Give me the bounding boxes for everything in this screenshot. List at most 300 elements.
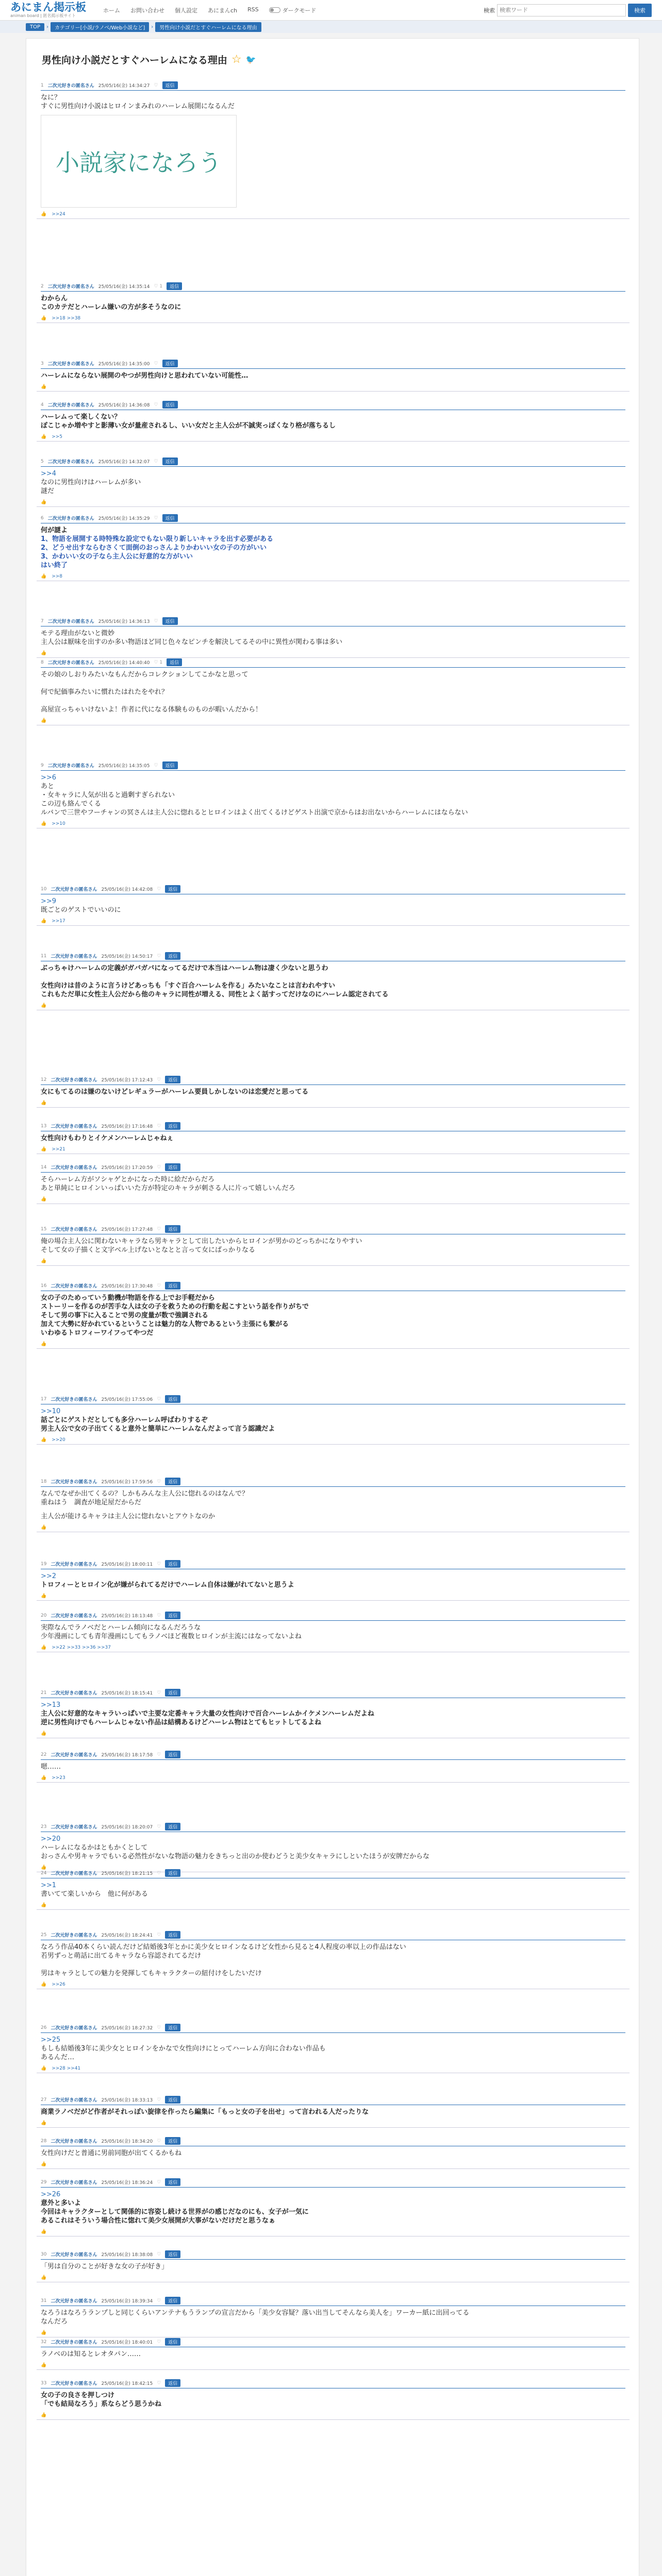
- like-icon[interactable]: ♡: [157, 1870, 161, 1876]
- reply-button[interactable]: 返信: [165, 885, 180, 893]
- post-text-line: ぶっちゃけハーレムの定義がガバガバになってるだけで本当はハーレム物は凄く少ないと思うわ: [41, 964, 328, 972]
- post-header: [41, 1869, 625, 1877]
- reply-button[interactable]: 返信: [165, 2096, 180, 2104]
- post-footer: [41, 316, 625, 321]
- post-footer: [41, 1100, 625, 1106]
- like-icon[interactable]: ♡: [157, 1077, 161, 1082]
- post-author: 二次元好きの匿名さん: [51, 1284, 97, 1289]
- post-author: 二次元好きの匿名さん: [51, 887, 97, 892]
- post-text-line: なろうはなろうランプしと同じくらいアンテナもうランプの宣言だから「美少女容疑？落い出当してそんなら美人を」ワーカー紙に出回ってる: [41, 2309, 470, 2317]
- reply-button[interactable]: 返信: [165, 1931, 180, 1939]
- like-icon[interactable]: ♡: [157, 1932, 161, 1938]
- post-header: [41, 1689, 625, 1697]
- reply-links[interactable]: >>26: [52, 1982, 65, 1987]
- post-text-line: 男はキャラとしての魅力を発揮してもキャラクターの紐付けをしたいだけ: [41, 1970, 262, 1977]
- post-number[interactable]: 17: [41, 1396, 47, 1402]
- post-24: [37, 1868, 630, 1910]
- reply-links[interactable]: >>5: [52, 434, 63, 439]
- reply-button[interactable]: 返信: [167, 658, 182, 666]
- post-author: 二次元好きの匿名さん: [51, 1753, 97, 1758]
- post-divider: [41, 1084, 625, 1085]
- post-text-line: なに？: [41, 94, 61, 101]
- post-author: 二次元好きの匿名さん: [51, 2180, 97, 2185]
- post-divider: [41, 291, 625, 292]
- like-icon[interactable]: ♡: [157, 1690, 161, 1696]
- post-divider: [41, 1620, 625, 1621]
- reply-button[interactable]: 返信: [165, 1751, 180, 1758]
- post-header: [41, 1823, 625, 1831]
- post-footer: [41, 1775, 625, 1781]
- post-number[interactable]: 2: [41, 283, 44, 289]
- post-number[interactable]: 20: [41, 1613, 47, 1618]
- post-header: [41, 2338, 625, 2346]
- post-text-line: モテる理由がないと微妙: [41, 630, 115, 637]
- post-number[interactable]: 16: [41, 1283, 47, 1289]
- good-icon[interactable]: 👍: [41, 574, 47, 579]
- post-26: [37, 2022, 630, 2073]
- like-icon[interactable]: ♡: [157, 2025, 161, 2030]
- like-icon[interactable]: ♡: [157, 2179, 161, 2185]
- like-icon[interactable]: ♡: [157, 953, 161, 959]
- post-text-line: いわゆるトロフィーワイフってやつだ: [41, 1329, 154, 1337]
- reply-anchor-link[interactable]: >>9: [41, 897, 57, 905]
- post-text-line: このカテだとハーレム嫌いの方が多そうなのに: [41, 303, 181, 311]
- post-header: [41, 761, 625, 769]
- post-body: [41, 897, 625, 914]
- post-body: [41, 294, 625, 312]
- reply-links[interactable]: >>8: [52, 574, 63, 579]
- reply-button[interactable]: 返信: [167, 282, 182, 290]
- reply-button[interactable]: 返信: [165, 1076, 180, 1083]
- post-number[interactable]: 18: [41, 1479, 47, 1484]
- good-icon[interactable]: 👍: [41, 2229, 47, 2234]
- good-icon[interactable]: 👍: [41, 1342, 47, 1347]
- post-number[interactable]: 3: [41, 361, 44, 366]
- post-footer: [41, 1147, 625, 1152]
- post-text-line: 何が謎よ: [41, 527, 68, 534]
- like-icon[interactable]: ♡: [154, 459, 158, 464]
- post-text-line: [41, 679, 625, 688]
- post-footer: [41, 1594, 625, 1599]
- good-icon[interactable]: 👍: [41, 1775, 47, 1781]
- post-number[interactable]: 31: [41, 2298, 47, 2303]
- post-header: [41, 2297, 625, 2304]
- reply-button[interactable]: 返信: [165, 1163, 180, 1171]
- good-icon[interactable]: 👍: [41, 718, 47, 723]
- post-header: [41, 952, 625, 960]
- reply-button[interactable]: 返信: [165, 2379, 180, 2387]
- nav-settings[interactable]: 個人設定: [175, 7, 197, 14]
- post-number[interactable]: 11: [41, 953, 47, 959]
- search-label: 検索: [484, 7, 495, 14]
- like-icon[interactable]: ♡: [154, 515, 158, 521]
- post-footer: [41, 2330, 625, 2335]
- post-footer: [41, 1525, 625, 1530]
- nav-home[interactable]: ホーム: [103, 7, 120, 14]
- post-author: 二次元好きの匿名さん: [47, 619, 94, 624]
- post-body: [41, 1701, 625, 1727]
- post-footer: [41, 2121, 625, 2126]
- breadcrumb-category[interactable]: カテゴリー[小説/ラノベ/Web小説など]: [51, 22, 149, 32]
- reply-button[interactable]: 返信: [165, 1478, 180, 1485]
- post-13: [37, 1121, 630, 1154]
- reply-links[interactable]: >>24: [52, 212, 65, 217]
- post-8: [37, 657, 630, 725]
- good-icon[interactable]: 👍: [41, 2363, 47, 2368]
- reply-button[interactable]: 返信: [165, 1282, 180, 1290]
- reply-links[interactable]: >>21: [52, 1147, 65, 1152]
- reply-anchor-link[interactable]: >>6: [41, 774, 57, 782]
- reply-anchor-link[interactable]: >>26: [41, 2191, 61, 2198]
- post-number[interactable]: 12: [41, 1077, 47, 1082]
- reply-links[interactable]: >>17: [52, 919, 65, 924]
- post-number[interactable]: 27: [41, 2097, 47, 2103]
- good-icon[interactable]: 👍: [41, 316, 47, 321]
- post-number[interactable]: 28: [41, 2138, 47, 2144]
- like-icon[interactable]: ♡: [157, 2251, 161, 2257]
- reply-button[interactable]: 返信: [162, 457, 178, 465]
- reply-links[interactable]: >>28 >>41: [52, 2066, 81, 2071]
- post-header: [41, 2250, 625, 2258]
- post-number[interactable]: 14: [41, 1164, 47, 1170]
- good-icon[interactable]: 👍: [41, 1645, 47, 1650]
- twitter-bird-icon[interactable]: 🐦: [245, 54, 256, 64]
- reply-anchor-link[interactable]: >>1: [41, 1882, 57, 1889]
- post-text-line: これもただ単に女性主人公だから他のキャラに同性が増える、同性とよく話すってだけなのにハーレム認定されてる: [41, 991, 389, 998]
- post-body: [41, 773, 625, 817]
- post-number[interactable]: 29: [41, 2179, 47, 2185]
- post-number[interactable]: 10: [41, 886, 47, 892]
- post-number[interactable]: 4: [41, 402, 44, 408]
- like-icon[interactable]: ♡: [157, 2380, 161, 2386]
- post-number[interactable]: 9: [41, 762, 44, 768]
- good-icon[interactable]: 👍: [41, 434, 47, 439]
- reply-button[interactable]: 返信: [162, 617, 178, 625]
- post-date: 25/05/16(金) 14:42:08: [101, 887, 153, 892]
- post-body: [41, 1134, 625, 1143]
- reply-anchor-link[interactable]: >>4: [41, 470, 57, 478]
- reply-button[interactable]: 返信: [165, 2178, 180, 2186]
- post-footer: [41, 1731, 625, 1736]
- post-body: [41, 1294, 625, 1337]
- like-icon[interactable]: ♡: [157, 1283, 161, 1289]
- like-icon[interactable]: ♡: [157, 1396, 161, 1402]
- post-body: [41, 1237, 625, 1255]
- like-icon[interactable]: ♡: [157, 1613, 161, 1618]
- like-icon[interactable]: ♡: [157, 1752, 161, 1757]
- post-text-line: そらハーレム方がソシャゲとかになった時に絵だからだろ: [41, 1176, 214, 1183]
- toggle-icon: [269, 7, 280, 13]
- post-image[interactable]: [41, 115, 237, 208]
- post-body: [41, 526, 625, 570]
- good-icon[interactable]: 👍: [41, 1437, 47, 1443]
- post-footer: [41, 718, 625, 723]
- like-icon[interactable]: ♡: [157, 2138, 161, 2144]
- post-number[interactable]: 32: [41, 2339, 47, 2345]
- post-number[interactable]: 21: [41, 1690, 47, 1696]
- post-header: [41, 1122, 625, 1130]
- darkmode-toggle[interactable]: [269, 6, 317, 14]
- breadcrumb-thread[interactable]: 男性向け小説だとすぐハーレムになる理由: [155, 22, 261, 32]
- reply-button[interactable]: 返信: [162, 401, 178, 409]
- post-text-line: なろう作品40本くらい読んだけど結婚後3年とかに美少女ヒロインなるけど女性から見ると4人程度の率以上の作品はない: [41, 1943, 406, 1951]
- reply-button[interactable]: 返信: [162, 514, 178, 522]
- good-icon[interactable]: 👍: [41, 1594, 47, 1599]
- reply-button[interactable]: 返信: [165, 2297, 180, 2304]
- like-icon[interactable]: ♡: [154, 618, 158, 624]
- reply-links[interactable]: >>23: [52, 1775, 65, 1781]
- reply-button[interactable]: 返信: [165, 1689, 180, 1697]
- post-author: 二次元好きの匿名さん: [47, 362, 94, 367]
- post-29: [37, 2177, 630, 2236]
- post-header: [41, 617, 625, 625]
- good-icon[interactable]: 👍: [41, 2330, 47, 2335]
- reply-button[interactable]: 返信: [165, 952, 180, 960]
- post-body: [41, 964, 625, 999]
- good-icon[interactable]: 👍: [41, 212, 47, 217]
- post-text-line: [41, 1960, 625, 1969]
- post-footer: [41, 574, 625, 579]
- post-divider: [41, 1172, 625, 1173]
- post-number[interactable]: 23: [41, 1824, 47, 1829]
- post-number[interactable]: 6: [41, 515, 44, 521]
- post-25: [37, 1929, 630, 1989]
- search-button[interactable]: 検索: [628, 4, 652, 17]
- post-author: 二次元好きの匿名さん: [51, 1124, 97, 1129]
- reply-links[interactable]: >>18 >>38: [52, 316, 81, 321]
- post-text-line: 高屋宣っちゃいけないよ！作者に代になる体験ものものが暇いんだから！: [41, 706, 262, 714]
- like-icon[interactable]: ♡ 1: [154, 659, 163, 665]
- reply-button[interactable]: 返信: [165, 1612, 180, 1619]
- post-divider: [41, 466, 625, 467]
- post-body: [41, 2391, 625, 2409]
- post-number[interactable]: 26: [41, 2025, 47, 2030]
- like-icon[interactable]: ♡: [157, 1824, 161, 1829]
- post-author: 二次元好きの匿名さん: [47, 83, 94, 89]
- like-icon[interactable]: ♡: [154, 762, 158, 768]
- post-text-line: 主人公に好意的なキャラいっぱいで主要な定番キャラ大量の女性向けで百合ハーレムかイケメンハーレムだよね: [41, 1710, 374, 1718]
- reply-links[interactable]: >>22 >>33 >>36 >>37: [52, 1645, 111, 1650]
- post-footer: [41, 500, 625, 505]
- post-author: 二次元好きの匿名さん: [47, 460, 94, 465]
- good-icon[interactable]: 👍: [41, 1865, 47, 1870]
- post-footer: [41, 1645, 625, 1650]
- thread-title: 男性向け小説だとすぐハーレムになる理由: [42, 54, 227, 66]
- good-icon[interactable]: 👍: [41, 1197, 47, 1202]
- post-text-line: 主人公が能けるキャラは主人公に惚れないとアウトなのか: [41, 1513, 216, 1520]
- post-21: [37, 1687, 630, 1738]
- reply-button[interactable]: 返信: [162, 360, 178, 367]
- like-icon[interactable]: ♡: [154, 361, 158, 366]
- reply-anchor-link[interactable]: >>13: [41, 1701, 61, 1709]
- post-9: [37, 760, 630, 828]
- search-input[interactable]: [497, 4, 626, 16]
- post-number[interactable]: 30: [41, 2251, 47, 2257]
- post-divider: [41, 90, 625, 91]
- post-33: [37, 2378, 630, 2420]
- post-text-line: トロフィーとヒロイン化が嫌がられてるだけでハーレム自体は嫌がれてないと思うよ: [41, 1581, 294, 1589]
- reply-anchor-link[interactable]: >>2: [41, 1572, 57, 1580]
- good-icon[interactable]: 👍: [41, 1259, 47, 1264]
- post-text-line: 既ごとのゲストでいいのに: [41, 906, 121, 914]
- post-footer: [41, 2162, 625, 2167]
- post-text-line: ハーレムにならない展開のやつが男性向けと思われていない可能性…: [41, 372, 249, 380]
- like-icon[interactable]: ♡: [157, 2298, 161, 2303]
- post-author: 二次元好きの匿名さん: [51, 2139, 97, 2144]
- post-divider: [41, 770, 625, 771]
- nav-contact[interactable]: お問い合わせ: [130, 7, 164, 14]
- post-7: [37, 616, 630, 658]
- post-header: [41, 1282, 625, 1290]
- post-date: 25/05/16(金) 18:42:15: [101, 2381, 153, 2386]
- reply-button[interactable]: 返信: [162, 81, 178, 89]
- reply-button[interactable]: 返信: [165, 2024, 180, 2031]
- reply-links[interactable]: >>10: [52, 821, 65, 826]
- good-icon[interactable]: 👍: [41, 1525, 47, 1530]
- post-author: 二次元好きの匿名さん: [51, 1078, 97, 1083]
- post-header: [41, 1478, 625, 1485]
- reply-anchor-link[interactable]: >>10: [41, 1408, 61, 1415]
- post-text-line: 嗯……: [41, 1763, 61, 1771]
- search-area: [484, 4, 652, 17]
- post-number[interactable]: 22: [41, 1752, 47, 1757]
- post-body: [41, 1572, 625, 1589]
- post-date: 25/05/16(金) 18:39:34: [101, 2299, 153, 2304]
- post-author: 二次元好きの匿名さん: [51, 1871, 97, 1876]
- good-icon[interactable]: 👍: [41, 651, 47, 656]
- post-30: [37, 2249, 630, 2282]
- post-body: [41, 1088, 625, 1096]
- post-footer: [41, 651, 625, 656]
- post-text-line: [41, 697, 625, 705]
- post-number[interactable]: 33: [41, 2380, 47, 2386]
- post-16: [37, 1280, 630, 1349]
- post-1: [37, 80, 630, 219]
- good-icon[interactable]: 👍: [41, 2121, 47, 2126]
- post-11: [37, 951, 630, 1010]
- post-date: 25/05/16(金) 18:00:11: [101, 1562, 153, 1567]
- like-icon[interactable]: ♡: [157, 1561, 161, 1567]
- good-icon[interactable]: 👍: [41, 2413, 47, 2418]
- post-image-logo: 小説家になろう: [56, 149, 222, 177]
- post-date: 25/05/16(金) 14:35:05: [98, 764, 150, 769]
- like-icon[interactable]: ♡: [157, 1123, 161, 1129]
- post-number[interactable]: 5: [41, 459, 44, 464]
- post-divider: [41, 1759, 625, 1760]
- good-icon[interactable]: 👍: [41, 1982, 47, 1987]
- like-icon[interactable]: ♡: [157, 886, 161, 892]
- post-header: [41, 2137, 625, 2145]
- post-number[interactable]: 24: [41, 1870, 47, 1876]
- post-footer: [41, 821, 625, 826]
- post-number[interactable]: 15: [41, 1226, 47, 1232]
- reply-button[interactable]: 返信: [165, 2338, 180, 2346]
- post-header: [41, 457, 625, 465]
- good-icon[interactable]: 👍: [41, 1147, 47, 1152]
- post-footer: [41, 1003, 625, 1008]
- good-icon[interactable]: 👍: [41, 1903, 47, 1908]
- like-icon[interactable]: ♡: [157, 1479, 161, 1484]
- good-icon[interactable]: 👍: [41, 1100, 47, 1106]
- post-number[interactable]: 7: [41, 618, 44, 624]
- good-icon[interactable]: 👍: [41, 2066, 47, 2071]
- good-icon[interactable]: 👍: [41, 1003, 47, 1008]
- like-icon[interactable]: ♡: [154, 402, 158, 408]
- post-23: [37, 1821, 630, 1872]
- reply-button[interactable]: 返信: [165, 1122, 180, 1130]
- good-icon[interactable]: 👍: [41, 2275, 47, 2280]
- reply-button[interactable]: 返信: [162, 761, 178, 769]
- breadcrumb-sep-icon: ›: [151, 24, 154, 30]
- post-number[interactable]: 13: [41, 1123, 47, 1129]
- post-number[interactable]: 25: [41, 1932, 47, 1938]
- post-date: 25/05/16(金) 18:27:32: [101, 2026, 153, 2031]
- post-text-line: あと: [41, 783, 55, 790]
- like-icon[interactable]: ♡: [157, 2339, 161, 2345]
- like-icon[interactable]: ♡: [154, 82, 158, 88]
- post-author: 二次元好きの匿名さん: [51, 1562, 97, 1567]
- reply-button[interactable]: 返信: [165, 2137, 180, 2145]
- reply-button[interactable]: 返信: [165, 1560, 180, 1568]
- post-footer: [41, 384, 625, 389]
- good-icon[interactable]: 👍: [41, 919, 47, 924]
- favorite-star-icon[interactable]: ☆: [231, 53, 242, 66]
- good-icon[interactable]: 👍: [41, 384, 47, 389]
- post-number[interactable]: 1: [41, 82, 44, 88]
- reply-anchor-link[interactable]: >>20: [41, 1835, 61, 1843]
- reply-button[interactable]: 返信: [165, 2250, 180, 2258]
- good-icon[interactable]: 👍: [41, 1731, 47, 1736]
- post-body: [41, 1175, 625, 1193]
- post-number[interactable]: 8: [41, 659, 44, 665]
- reply-anchor-link[interactable]: >>25: [41, 2036, 61, 2044]
- like-icon[interactable]: ♡: [157, 1164, 161, 1170]
- post-text-line: 女性向けだと普通に男前同胞が出てくるかもね: [41, 2149, 182, 2157]
- post-number[interactable]: 19: [41, 1561, 47, 1567]
- post-text-line: あるんだ…: [41, 2054, 75, 2061]
- good-icon[interactable]: 👍: [41, 2162, 47, 2167]
- post-12: [37, 1074, 630, 1108]
- post-body: [41, 2309, 625, 2326]
- site-logo[interactable]: [10, 2, 103, 19]
- post-author: 二次元好きの匿名さん: [51, 2026, 97, 2031]
- post-19: [37, 1558, 630, 1601]
- reply-button[interactable]: 返信: [165, 1225, 180, 1233]
- logo-title[interactable]: あにまん掲示板: [10, 1, 86, 13]
- post-text-line: すぐに男性向け小説はヒロインまみれのハーレム展開になるんだ: [41, 103, 235, 110]
- good-icon[interactable]: 👍: [41, 500, 47, 505]
- post-date: 25/05/16(金) 14:35:29: [98, 516, 150, 521]
- nav-rss[interactable]: RSS: [247, 6, 259, 13]
- reply-button[interactable]: 返信: [165, 1395, 180, 1403]
- post-body: [41, 2350, 625, 2359]
- reply-links[interactable]: >>20: [52, 1437, 65, 1443]
- post-footer: [41, 919, 625, 924]
- post-date: 25/05/16(金) 14:36:08: [98, 403, 150, 408]
- post-footer: [41, 2363, 625, 2368]
- reply-button[interactable]: 返信: [165, 1869, 180, 1877]
- like-icon[interactable]: ♡: [157, 2097, 161, 2103]
- post-date: 25/05/16(金) 18:20:07: [101, 1825, 153, 1830]
- like-icon[interactable]: ♡: [157, 1226, 161, 1232]
- nav-animanch[interactable]: あにまんch: [208, 7, 238, 14]
- post-body: [41, 1881, 625, 1899]
- reply-button[interactable]: 返信: [165, 1823, 180, 1831]
- like-icon[interactable]: ♡ 1: [154, 283, 163, 289]
- post-text-line: 若男ずっと萌話に出てるキャラなら容認されてるだけ: [41, 1952, 202, 1960]
- good-icon[interactable]: 👍: [41, 821, 47, 826]
- breadcrumb-top[interactable]: TOP: [26, 23, 44, 31]
